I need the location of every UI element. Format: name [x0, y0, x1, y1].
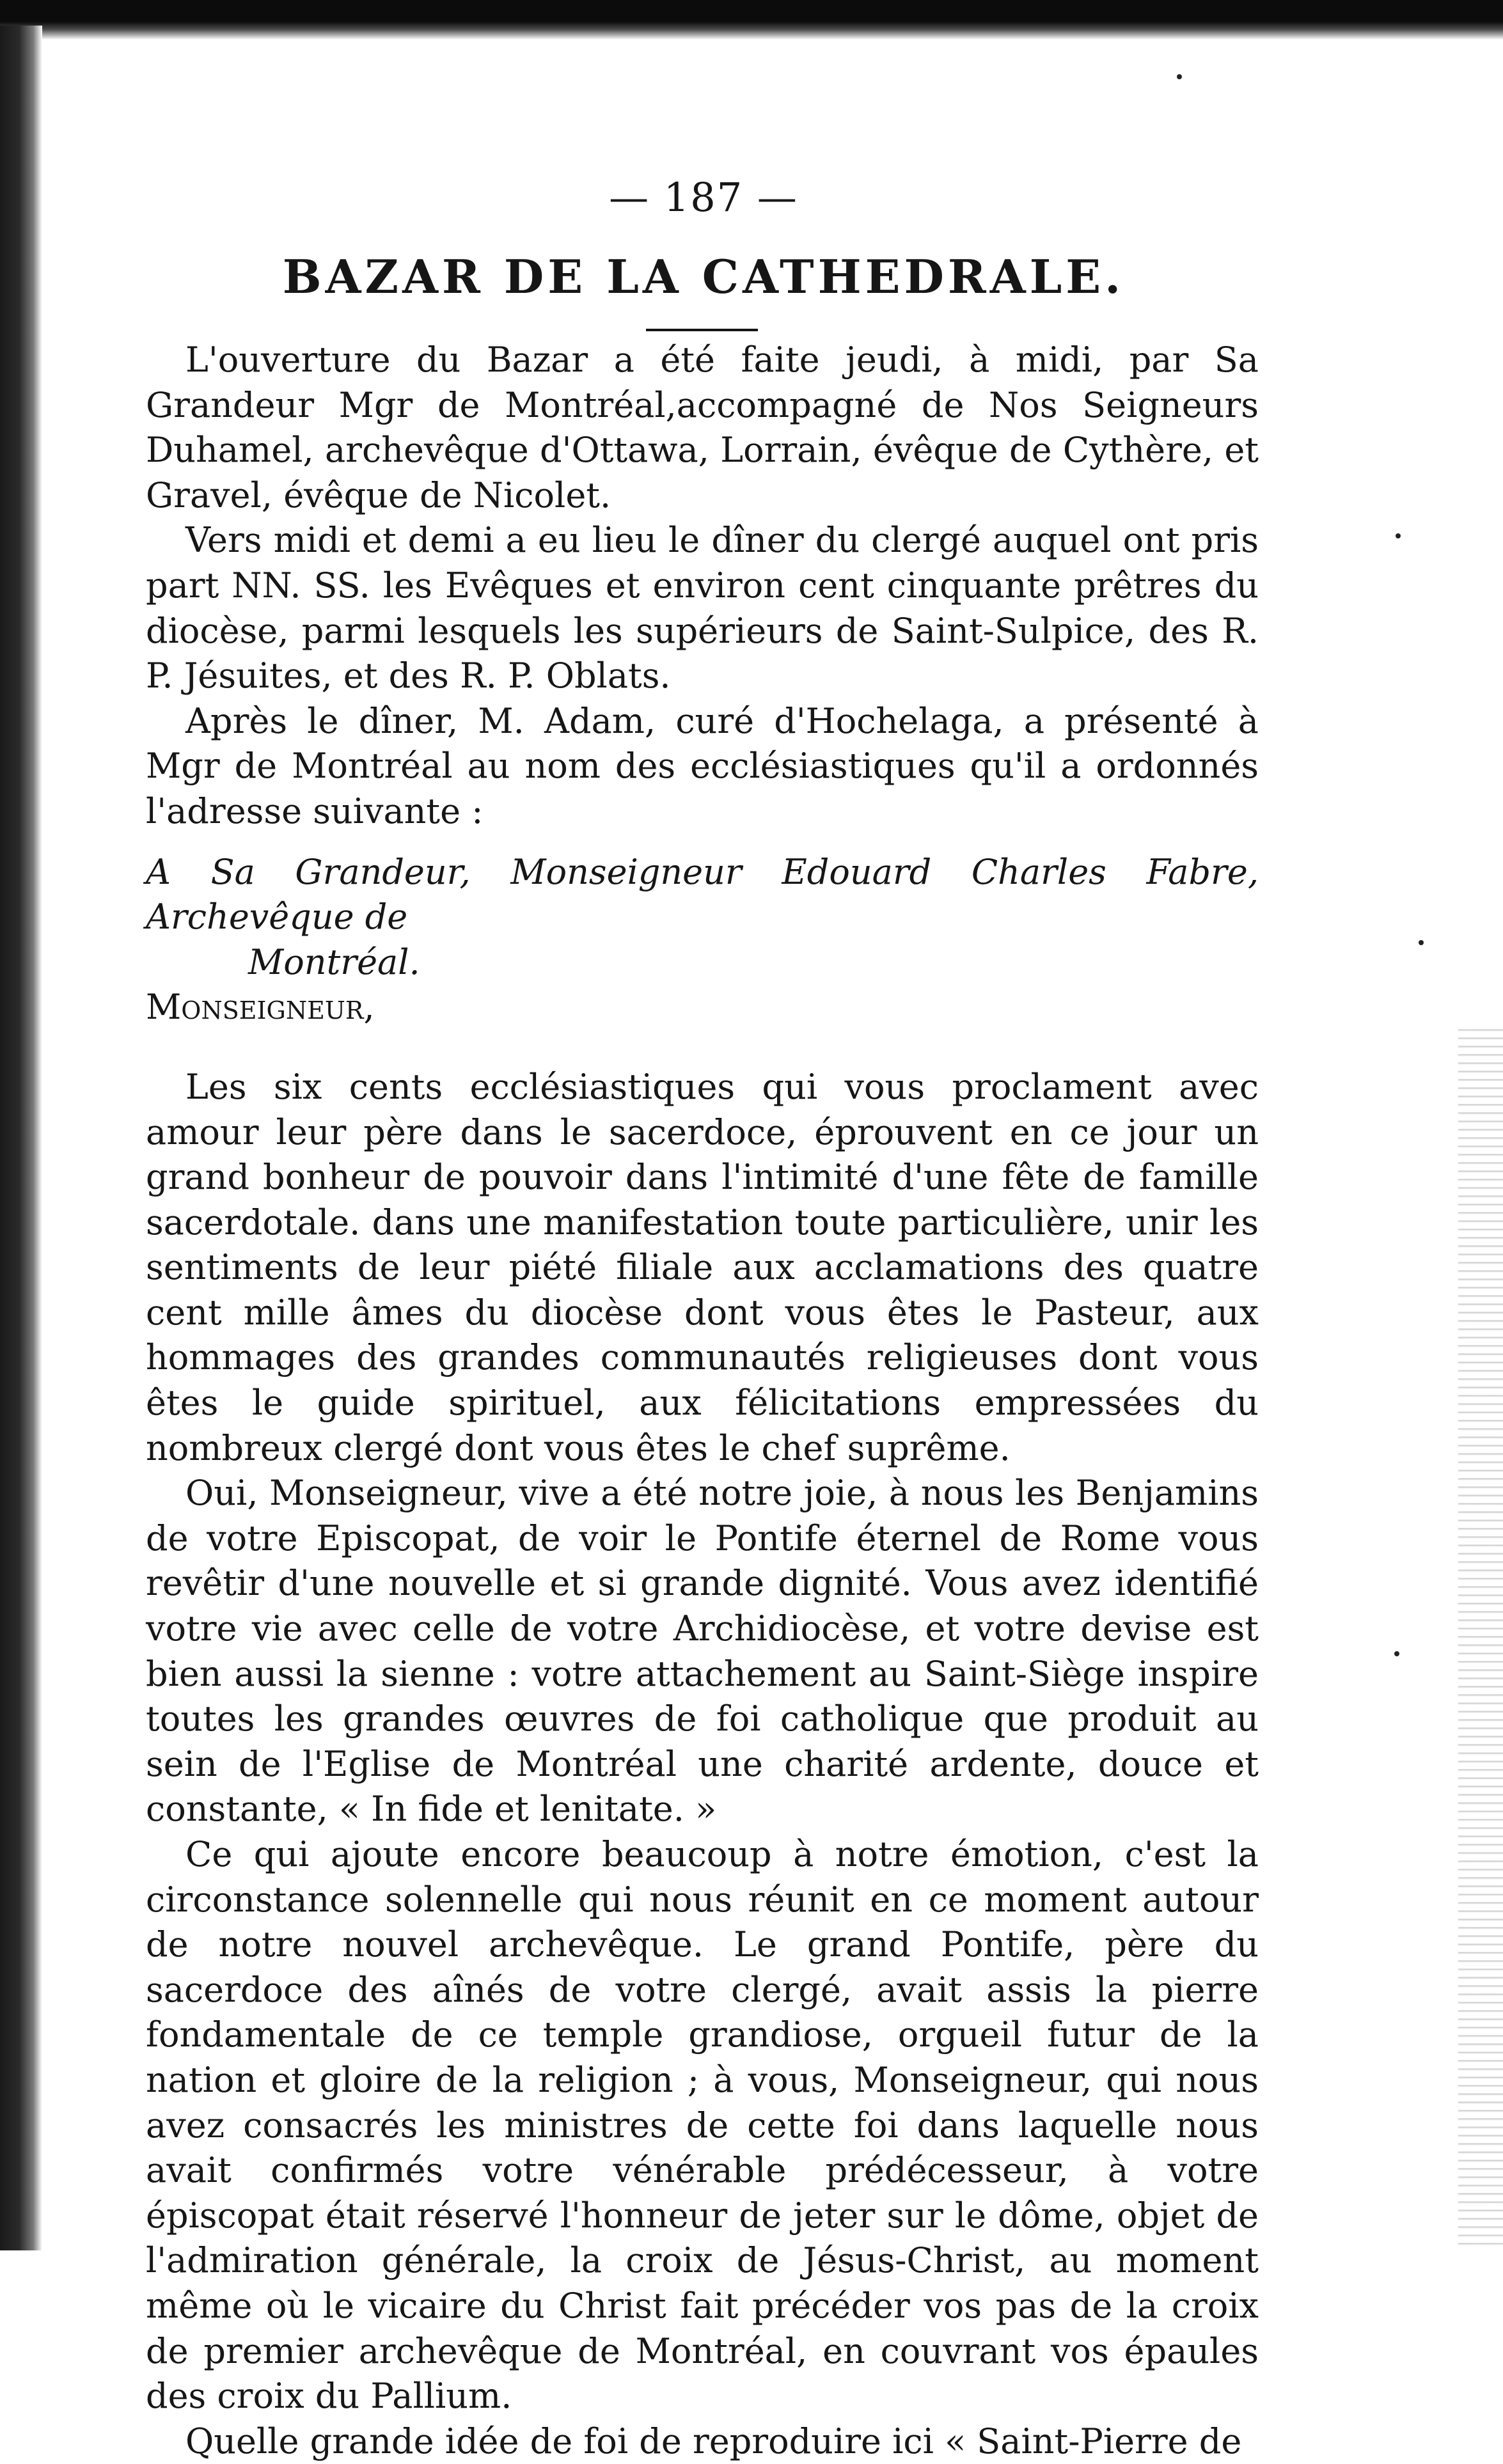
- paragraph-letter-4: Quelle grande idée de foi de reproduire ici « Saint-Pierre de: [185, 2421, 1242, 2461]
- page-number: — 187 —: [609, 174, 798, 221]
- paragraph-address-intro: Après le dîner, M. Adam, curé d'Hochelaga, a présenté à Mgr de Montréal au nom des ecclésiastiques qu'il a ordonnés l'adresse suivante :: [146, 700, 1259, 831]
- scan-speck: [1394, 1651, 1399, 1656]
- scan-noise-right: [1458, 1023, 1503, 2250]
- scan-speck: [1177, 74, 1182, 79]
- salutation: Monseigneur,: [146, 987, 375, 1028]
- paragraph-dinner: Vers midi et demi a eu lieu le dîner du clergé auquel ont pris part NN. SS. les Evêques et environ cent cinquante prêtres du diocèse, parmi lesquels les supérieurs de Saint-Sulpice, des R. P. Jésuites, et des R. P. Oblats.: [146, 520, 1259, 696]
- paragraph-opening: L'ouverture du Bazar a été faite jeudi, à midi, par Sa Grandeur Mgr de Montréal,accompagné de Nos Seigneurs Duhamel, archevêque d'Ottawa, Lorrain, évêque de Cythère, et Gravel, évêque de Nicolet.: [146, 340, 1259, 515]
- scan-border-left: [0, 26, 42, 2250]
- scan-speck: [1419, 940, 1424, 945]
- paragraph-letter-2: Oui, Monseigneur, vive a été notre joie, à nous les Benjamins de votre Episcopat, de voir le Pontife éternel de Rome vous revêtir d'une nouvelle et si grande dignité. Vous avez identifié votre vie avec celle de votre Archidiocèse, et votre devise est bien aussi la sienne : votre attachement au Saint-Siège inspire toutes les grandes œuvres de foi catholique que produit au sein de l'Eglise de Montréal une charité ardente, douce et constante, « In fide et lenitate. »: [146, 1473, 1259, 1830]
- article-body: [146, 338, 1259, 2464]
- address-recipient: [146, 850, 1259, 985]
- paragraph-letter-1: Les six cents ecclésiastiques qui vous proclament avec amour leur père dans le sacerdoce, éprouvent en ce jour un grand bonheur de pouvoir dans l'intimité d'une fête de famille sacerdotale. dans une manifestation toute particulière, unir les sentiments de leur piété filiale aux acclamations des quatre cent mille âmes du diocèse dont vous êtes le Pasteur, aux hommages des grandes communautés religieuses dont vous êtes le guide spirituel, aux félicitations empressées du nombreux clergé dont vous êtes le chef suprême.: [146, 1066, 1259, 1468]
- scan-border-top: [0, 0, 1503, 40]
- address-line-1: A Sa Grandeur, Monseigneur Edouard Charles Fabre, Archevêque de: [146, 851, 1259, 938]
- paragraph-letter-3: Ce qui ajoute encore beaucoup à notre émotion, c'est la circonstance solennelle qui nous réunit en ce moment autour de notre nouvel archevêque. Le grand Pontife, père du sacerdoce des aînés de votre clergé, avait assis la pierre fondamentale de ce temple grandiose, orgueil futur de la nation et gloire de la religion ; à vous, Monseigneur, qui nous avez consacrés les ministres de cette foi dans laquelle nous avait confirmés votre vénérable prédécesseur, à votre épiscopat était réservé l'honneur de jeter sur le dôme, objet de l'admiration générale, la croix de Jésus-Christ, au moment même où le vicaire du Christ fait précéder vos pas de la croix de premier archevêque de Montréal, en couvrant vos épaules des croix du Pallium.: [146, 1834, 1259, 2417]
- page-title: BAZAR DE LA CATHEDRALE.: [282, 249, 1125, 304]
- title-divider: [646, 329, 758, 331]
- scan-speck: [1396, 533, 1401, 538]
- address-line-2: Montréal.: [248, 941, 420, 982]
